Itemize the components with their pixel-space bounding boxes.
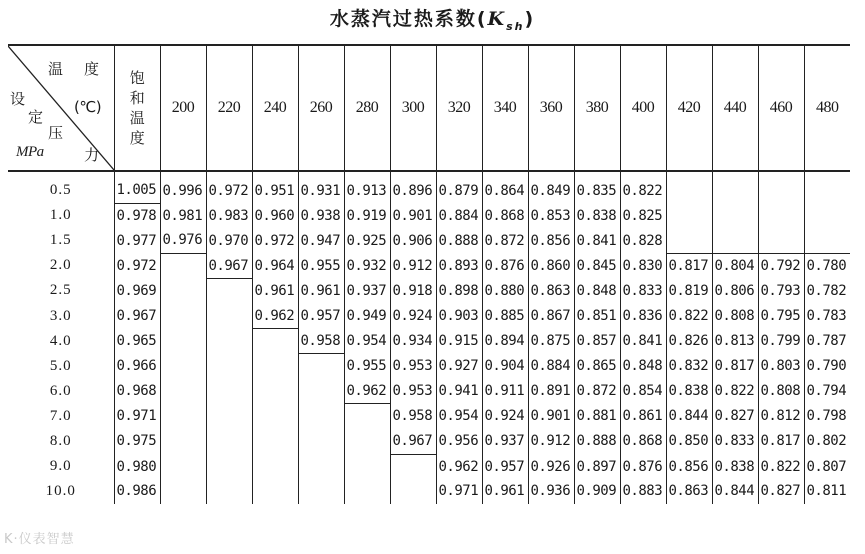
value-cell: 0.856	[528, 228, 574, 253]
empty-cell	[160, 354, 206, 379]
empty-cell	[298, 379, 344, 404]
value-cell: 0.833	[620, 278, 666, 303]
empty-cell	[298, 404, 344, 429]
value-cell: 0.879	[436, 171, 482, 203]
pressure-cell: 0.5	[49, 182, 72, 199]
value-cell: 0.813	[712, 329, 758, 354]
empty-cell	[160, 278, 206, 303]
value-cell: 0.795	[758, 303, 804, 328]
value-cell: 0.848	[620, 354, 666, 379]
value-cell: 0.808	[712, 303, 758, 328]
saturation-cell: 0.968	[114, 379, 160, 404]
value-cell: 0.817	[666, 253, 712, 278]
corner-header-cell	[8, 45, 114, 171]
table-row	[8, 171, 850, 203]
value-cell: 0.903	[436, 303, 482, 328]
table-row	[8, 354, 850, 379]
value-cell: 0.962	[252, 303, 298, 328]
temp-header-400: 400	[620, 45, 666, 171]
title-subscript: sh	[506, 19, 525, 33]
saturation-cell: 0.980	[114, 454, 160, 479]
value-cell: 0.867	[528, 303, 574, 328]
pressure-cell: 5.0	[49, 357, 72, 374]
saturation-header	[114, 45, 160, 171]
empty-cell	[666, 228, 712, 253]
empty-cell	[206, 379, 252, 404]
value-cell: 0.868	[620, 429, 666, 454]
value-cell: 0.893	[436, 253, 482, 278]
pressure-cell: 7.0	[49, 407, 72, 424]
value-cell: 0.912	[390, 253, 436, 278]
value-cell: 0.841	[574, 228, 620, 253]
value-cell: 0.782	[804, 278, 850, 303]
value-cell: 0.932	[344, 253, 390, 278]
temp-header-260: 260	[298, 45, 344, 171]
value-cell: 0.838	[712, 454, 758, 479]
value-cell: 0.967	[206, 253, 252, 278]
value-cell: 0.835	[574, 171, 620, 203]
value-cell: 0.961	[482, 479, 528, 504]
value-cell: 0.808	[758, 379, 804, 404]
empty-cell	[160, 303, 206, 328]
value-cell: 0.833	[712, 429, 758, 454]
value-cell: 0.822	[758, 454, 804, 479]
empty-cell	[160, 379, 206, 404]
value-cell: 0.888	[574, 429, 620, 454]
value-cell: 0.964	[252, 253, 298, 278]
empty-cell	[666, 203, 712, 228]
value-cell: 0.904	[482, 354, 528, 379]
value-cell: 0.951	[252, 171, 298, 203]
value-cell: 0.915	[436, 329, 482, 354]
empty-cell	[712, 228, 758, 253]
value-cell: 0.857	[574, 329, 620, 354]
value-cell: 0.911	[482, 379, 528, 404]
empty-cell	[712, 203, 758, 228]
empty-cell	[252, 479, 298, 504]
table-row	[8, 303, 850, 328]
table-row	[8, 454, 850, 479]
empty-cell	[160, 329, 206, 354]
value-cell: 0.881	[574, 404, 620, 429]
value-cell: 0.934	[390, 329, 436, 354]
value-cell: 0.792	[758, 253, 804, 278]
empty-cell	[298, 354, 344, 379]
empty-cell	[252, 429, 298, 454]
empty-cell	[298, 454, 344, 479]
value-cell: 0.954	[344, 329, 390, 354]
empty-cell	[758, 171, 804, 203]
saturation-cell: 0.967	[114, 303, 160, 328]
temp-header-360: 360	[528, 45, 574, 171]
empty-cell	[804, 203, 850, 228]
empty-cell	[252, 379, 298, 404]
value-cell: 0.884	[436, 203, 482, 228]
title-k-symbol: K	[487, 8, 507, 30]
empty-cell	[252, 329, 298, 354]
pressure-cell: 6.0	[49, 382, 72, 399]
value-cell: 0.924	[482, 404, 528, 429]
empty-cell	[666, 171, 712, 203]
empty-cell	[206, 303, 252, 328]
value-cell: 0.868	[482, 203, 528, 228]
saturation-cell: 0.966	[114, 354, 160, 379]
pressure-label-1: 压	[48, 124, 63, 142]
empty-cell	[206, 479, 252, 504]
saturation-cell: 1.005	[114, 171, 160, 203]
value-cell: 0.872	[482, 228, 528, 253]
value-cell: 0.799	[758, 329, 804, 354]
value-cell: 0.953	[390, 354, 436, 379]
title-suffix: )	[524, 8, 536, 30]
value-cell: 0.854	[620, 379, 666, 404]
value-cell: 0.901	[390, 203, 436, 228]
temp-unit: (℃)	[74, 98, 102, 116]
empty-cell	[804, 171, 850, 203]
value-cell: 0.884	[528, 354, 574, 379]
saturation-cell: 0.977	[114, 228, 160, 253]
value-cell: 0.897	[574, 454, 620, 479]
value-cell: 0.906	[390, 228, 436, 253]
value-cell: 0.790	[804, 354, 850, 379]
empty-cell	[344, 479, 390, 504]
value-cell: 0.817	[758, 429, 804, 454]
temp-header-220: 220	[206, 45, 252, 171]
value-cell: 0.844	[712, 479, 758, 504]
value-cell: 0.981	[160, 203, 206, 228]
empty-cell	[390, 479, 436, 504]
empty-cell	[298, 479, 344, 504]
value-cell: 0.838	[666, 379, 712, 404]
title-prefix: 水蒸汽过热系数(	[329, 8, 488, 30]
value-cell: 0.838	[574, 203, 620, 228]
value-cell: 0.912	[528, 429, 574, 454]
temp-header-280: 280	[344, 45, 390, 171]
temp-header-300: 300	[390, 45, 436, 171]
value-cell: 0.851	[574, 303, 620, 328]
pressure-cell: 10.0	[45, 482, 76, 499]
pressure-cell: 3.0	[49, 307, 72, 324]
set-label-1: 设	[10, 90, 25, 108]
temp-header-200: 200	[160, 45, 206, 171]
value-cell: 0.958	[298, 329, 344, 354]
empty-cell	[344, 404, 390, 429]
value-cell: 0.926	[528, 454, 574, 479]
empty-cell	[160, 454, 206, 479]
superheat-coefficient-table	[8, 44, 850, 504]
value-cell: 0.885	[482, 303, 528, 328]
value-cell: 0.872	[574, 379, 620, 404]
pressure-cell: 2.5	[49, 282, 72, 299]
value-cell: 0.955	[344, 354, 390, 379]
table-row	[8, 253, 850, 278]
value-cell: 0.827	[712, 404, 758, 429]
value-cell: 0.913	[344, 171, 390, 203]
value-cell: 0.798	[804, 404, 850, 429]
value-cell: 0.970	[206, 228, 252, 253]
saturation-cell: 0.969	[114, 278, 160, 303]
table-row	[8, 379, 850, 404]
empty-cell	[758, 228, 804, 253]
value-cell: 0.936	[528, 479, 574, 504]
pressure-cell: 4.0	[49, 332, 72, 349]
value-cell: 0.863	[666, 479, 712, 504]
value-cell: 0.976	[160, 228, 206, 253]
temp-header-340: 340	[482, 45, 528, 171]
value-cell: 0.863	[528, 278, 574, 303]
value-cell: 0.901	[528, 404, 574, 429]
value-cell: 0.883	[620, 479, 666, 504]
value-cell: 0.844	[666, 404, 712, 429]
table-row	[8, 479, 850, 504]
empty-cell	[206, 354, 252, 379]
value-cell: 0.925	[344, 228, 390, 253]
value-cell: 0.957	[482, 454, 528, 479]
table-row	[8, 203, 850, 228]
table-row	[8, 329, 850, 354]
value-cell: 0.956	[436, 429, 482, 454]
empty-cell	[390, 454, 436, 479]
temp-header-460: 460	[758, 45, 804, 171]
saturation-cell: 0.972	[114, 253, 160, 278]
value-cell: 0.962	[344, 379, 390, 404]
value-cell: 0.961	[252, 278, 298, 303]
value-cell: 0.780	[804, 253, 850, 278]
table-row	[8, 429, 850, 454]
value-cell: 0.957	[298, 303, 344, 328]
value-cell: 0.972	[252, 228, 298, 253]
temp-header-240: 240	[252, 45, 298, 171]
value-cell: 0.804	[712, 253, 758, 278]
value-cell: 0.938	[298, 203, 344, 228]
value-cell: 0.891	[528, 379, 574, 404]
value-cell: 0.841	[620, 329, 666, 354]
empty-cell	[206, 404, 252, 429]
empty-cell	[252, 454, 298, 479]
value-cell: 0.918	[390, 278, 436, 303]
table-row	[8, 404, 850, 429]
table-row	[8, 278, 850, 303]
value-cell: 0.876	[620, 454, 666, 479]
empty-cell	[206, 454, 252, 479]
value-cell: 0.888	[436, 228, 482, 253]
header-row	[8, 45, 850, 171]
value-cell: 0.955	[298, 253, 344, 278]
empty-cell	[206, 329, 252, 354]
value-cell: 0.793	[758, 278, 804, 303]
pressure-cell: 8.0	[49, 432, 72, 449]
empty-cell	[160, 429, 206, 454]
empty-cell	[758, 203, 804, 228]
temp-header-380: 380	[574, 45, 620, 171]
value-cell: 0.850	[666, 429, 712, 454]
value-cell: 0.865	[574, 354, 620, 379]
empty-cell	[206, 429, 252, 454]
empty-cell	[160, 404, 206, 429]
value-cell: 0.958	[390, 404, 436, 429]
empty-cell	[298, 429, 344, 454]
value-cell: 0.876	[482, 253, 528, 278]
value-cell: 0.803	[758, 354, 804, 379]
value-cell: 0.924	[390, 303, 436, 328]
temp-header-480: 480	[804, 45, 850, 171]
value-cell: 0.949	[344, 303, 390, 328]
value-cell: 0.856	[666, 454, 712, 479]
value-cell: 0.971	[436, 479, 482, 504]
pressure-cell: 2.0	[49, 257, 72, 274]
value-cell: 0.972	[206, 171, 252, 203]
value-cell: 0.822	[620, 171, 666, 203]
pressure-unit: MPa	[16, 144, 44, 160]
value-cell: 0.961	[298, 278, 344, 303]
saturation-cell: 0.986	[114, 479, 160, 504]
value-cell: 0.861	[620, 404, 666, 429]
value-cell: 0.960	[252, 203, 298, 228]
value-cell: 0.909	[574, 479, 620, 504]
value-cell: 0.941	[436, 379, 482, 404]
value-cell: 0.919	[344, 203, 390, 228]
value-cell: 0.875	[528, 329, 574, 354]
value-cell: 0.806	[712, 278, 758, 303]
table-row	[8, 228, 850, 253]
value-cell: 0.832	[666, 354, 712, 379]
value-cell: 0.822	[712, 379, 758, 404]
value-cell: 0.845	[574, 253, 620, 278]
watermark: K·仪表智慧	[4, 532, 75, 547]
empty-cell	[252, 354, 298, 379]
value-cell: 0.828	[620, 228, 666, 253]
value-cell: 0.819	[666, 278, 712, 303]
saturation-cell: 0.965	[114, 329, 160, 354]
value-cell: 0.937	[344, 278, 390, 303]
empty-cell	[206, 278, 252, 303]
temp-header-320: 320	[436, 45, 482, 171]
value-cell: 0.967	[390, 429, 436, 454]
value-cell: 0.817	[712, 354, 758, 379]
empty-cell	[344, 454, 390, 479]
value-cell: 0.937	[482, 429, 528, 454]
temp-header-420: 420	[666, 45, 712, 171]
value-cell: 0.787	[804, 329, 850, 354]
value-cell: 0.927	[436, 354, 482, 379]
value-cell: 0.830	[620, 253, 666, 278]
value-cell: 0.812	[758, 404, 804, 429]
value-cell: 0.825	[620, 203, 666, 228]
set-label-2: 定	[28, 108, 43, 126]
value-cell: 0.802	[804, 429, 850, 454]
temp-header-440: 440	[712, 45, 758, 171]
value-cell: 0.947	[298, 228, 344, 253]
value-cell: 0.931	[298, 171, 344, 203]
value-cell: 0.962	[436, 454, 482, 479]
value-cell: 0.894	[482, 329, 528, 354]
empty-cell	[804, 228, 850, 253]
value-cell: 0.827	[758, 479, 804, 504]
value-cell: 0.860	[528, 253, 574, 278]
saturation-cell: 0.975	[114, 429, 160, 454]
pressure-cell: 9.0	[49, 458, 72, 475]
empty-cell	[712, 171, 758, 203]
value-cell: 0.811	[804, 479, 850, 504]
empty-cell	[160, 479, 206, 504]
value-cell: 0.783	[804, 303, 850, 328]
value-cell: 0.853	[528, 203, 574, 228]
value-cell: 0.983	[206, 203, 252, 228]
value-cell: 0.898	[436, 278, 482, 303]
saturation-cell: 0.978	[114, 203, 160, 228]
pressure-cell: 1.5	[49, 232, 72, 249]
saturation-header-label: 饱和温度	[129, 69, 145, 147]
value-cell: 0.849	[528, 171, 574, 203]
empty-cell	[252, 404, 298, 429]
value-cell: 0.896	[390, 171, 436, 203]
value-cell: 0.996	[160, 171, 206, 203]
value-cell: 0.794	[804, 379, 850, 404]
saturation-cell: 0.971	[114, 404, 160, 429]
value-cell: 0.864	[482, 171, 528, 203]
temp-label-2: 度	[84, 60, 99, 78]
pressure-cell: 1.0	[49, 207, 72, 224]
value-cell: 0.880	[482, 278, 528, 303]
value-cell: 0.848	[574, 278, 620, 303]
value-cell: 0.826	[666, 329, 712, 354]
value-cell: 0.836	[620, 303, 666, 328]
table-title	[0, 4, 865, 33]
value-cell: 0.807	[804, 454, 850, 479]
empty-cell	[344, 429, 390, 454]
value-cell: 0.953	[390, 379, 436, 404]
value-cell: 0.822	[666, 303, 712, 328]
value-cell: 0.954	[436, 404, 482, 429]
pressure-label-2: 力	[84, 146, 99, 164]
temp-label-1: 温	[48, 60, 63, 78]
empty-cell	[160, 253, 206, 278]
